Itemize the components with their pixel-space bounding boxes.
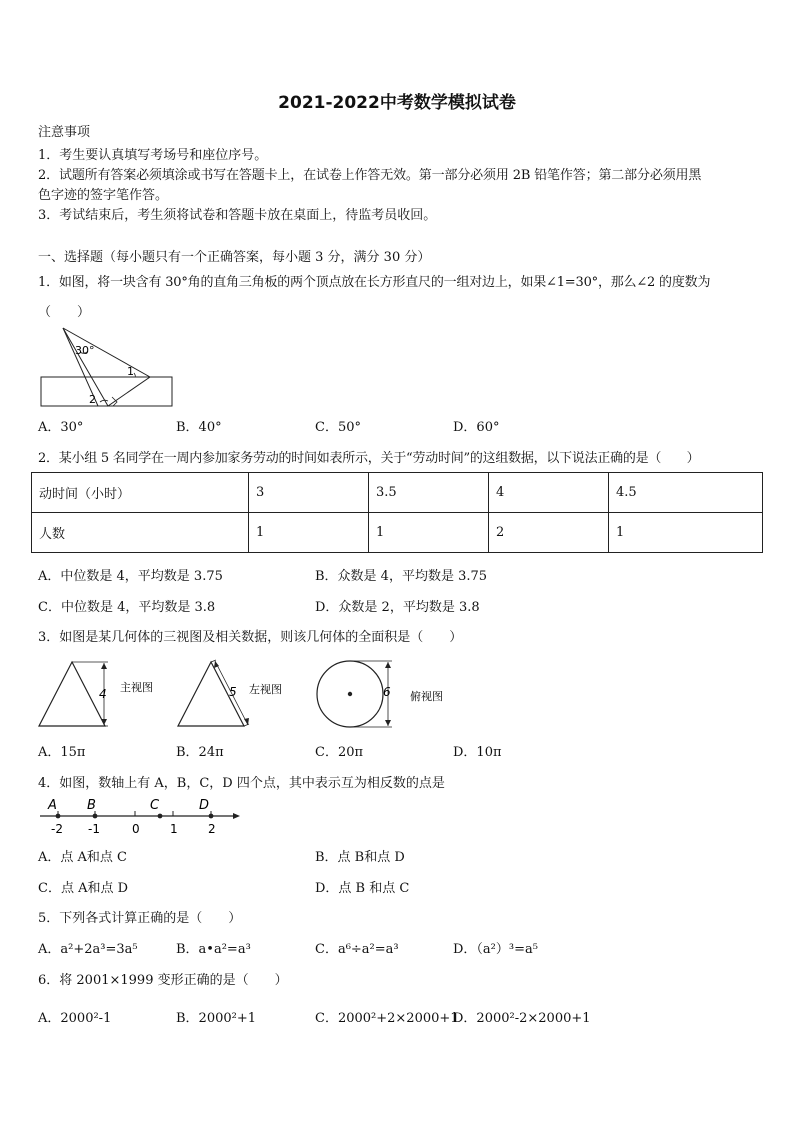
notice-item: 色字迹的签字笔作答。 [38,188,169,203]
front-view-dimension: 4 [99,687,107,701]
option-d: D．众数是 2，平均数是 3.8 [315,600,480,615]
table-cell: 3 [249,473,369,513]
option-b: B．40° [176,420,222,435]
option-c: C．中位数是 4，平均数是 3.8 [38,600,216,615]
table-cell: 人数 [32,513,249,553]
option-d: D．2000²-2×2000+1 [453,1011,591,1026]
table-cell: 4 [489,473,609,513]
tick-label: 2 [208,822,216,836]
question-1-figure [38,325,178,413]
option-c: C．点 A和点 D [38,881,129,896]
notice-item: 1．考生要认真填写考场号和座位序号。 [38,148,268,163]
tick-label: 1 [170,822,178,836]
notice-item: 2．试题所有答案必须填涂或书写在答题卡上，在试卷上作答无效。第一部分必须用 2B 铅笔作答；第二部分必须用黑 [38,168,702,183]
angle-1-label: 1 [127,365,134,378]
option-b: B．众数是 4，平均数是 3.75 [315,569,488,584]
question-1-paren: （ ） [38,305,91,320]
question-3-text: 3．如图是某几何体的三视图及相关数据，则该几何体的全面积是（ ） [38,630,463,645]
option-a: A．15π [38,745,86,760]
option-a: A．点 A和点 C [38,850,127,865]
point-d-label: D [199,798,210,813]
question-6-text: 6．将 2001×1999 变形正确的是（ ） [38,973,288,988]
front-view-label: 主视图 [120,681,153,694]
option-a: A．中位数是 4，平均数是 3.75 [38,569,223,584]
page-title: 2021-2022中考数学模拟试卷 [278,93,516,113]
option-a: A．a²+2a³=3a⁵ [38,942,138,957]
table-row [32,513,763,553]
option-d: D．60° [453,420,500,435]
three-views-figure [36,656,450,736]
option-d: D．（a²）³=a⁵ [453,942,538,957]
option-d: D．10π [453,745,502,760]
question-4-text: 4．如图，数轴上有 A，B，C，D 四个点，其中表示互为相反数的点是 [38,776,445,791]
left-view-label: 左视图 [249,683,282,696]
option-c: C．20π [315,745,364,760]
tick-label: -1 [88,822,100,836]
point-a-label: A [48,798,57,813]
table-cell: 3.5 [369,473,489,513]
option-d: D．点 B 和点 C [315,881,410,896]
question-2-text: 2．某小组 5 名同学在一周内参加家务劳动的时间如表所示，关于“劳动时间”的这组数据，以下说法正确的是（ ） [38,451,700,466]
labor-time-table [31,472,763,553]
option-c: C．a⁶÷a²=a³ [315,942,399,957]
option-a: A．2000²-1 [38,1011,112,1026]
table-cell: 4.5 [609,473,763,513]
notice-item: 3．考试结束后，考生须将试卷和答题卡放在桌面上，待监考员收回。 [38,208,437,223]
option-c: C．2000²+2×2000+1 [315,1011,459,1026]
question-1-text: 1．如图，将一块含有 30°角的直角三角板的两个顶点放在长方形直尺的一组对边上，如果∠1=30°，那么∠2 的度数为 [38,275,711,290]
option-b: B．点 B和点 D [315,850,405,865]
option-a: A．30° [38,420,84,435]
number-line-figure [38,796,244,842]
point-c-label: C [150,798,160,813]
angle-2-label: 2 [89,393,96,406]
table-cell: 2 [489,513,609,553]
top-view-label: 俯视图 [410,690,443,703]
option-b: B．2000²+1 [176,1011,257,1026]
table-cell: 动时间（小时） [32,473,249,513]
left-view-dimension: 5 [229,685,237,699]
table-cell: 1 [369,513,489,553]
table-row [32,473,763,513]
top-view-dimension: 6 [383,685,391,699]
table-cell: 1 [609,513,763,553]
option-b: B．a•a²=a³ [176,942,251,957]
angle-30-label: 30° [75,344,95,357]
point-b-label: B [87,798,96,813]
option-b: B．24π [176,745,224,760]
option-c: C．50° [315,420,361,435]
notice-heading: 注意事项 [38,125,91,140]
table-cell: 1 [249,513,369,553]
tick-label: -2 [51,822,63,836]
question-5-text: 5．下列各式计算正确的是（ ） [38,911,242,926]
section-heading: 一、选择题（每小题只有一个正确答案，每小题 3 分，满分 30 分） [38,250,431,265]
tick-label: 0 [132,822,140,836]
